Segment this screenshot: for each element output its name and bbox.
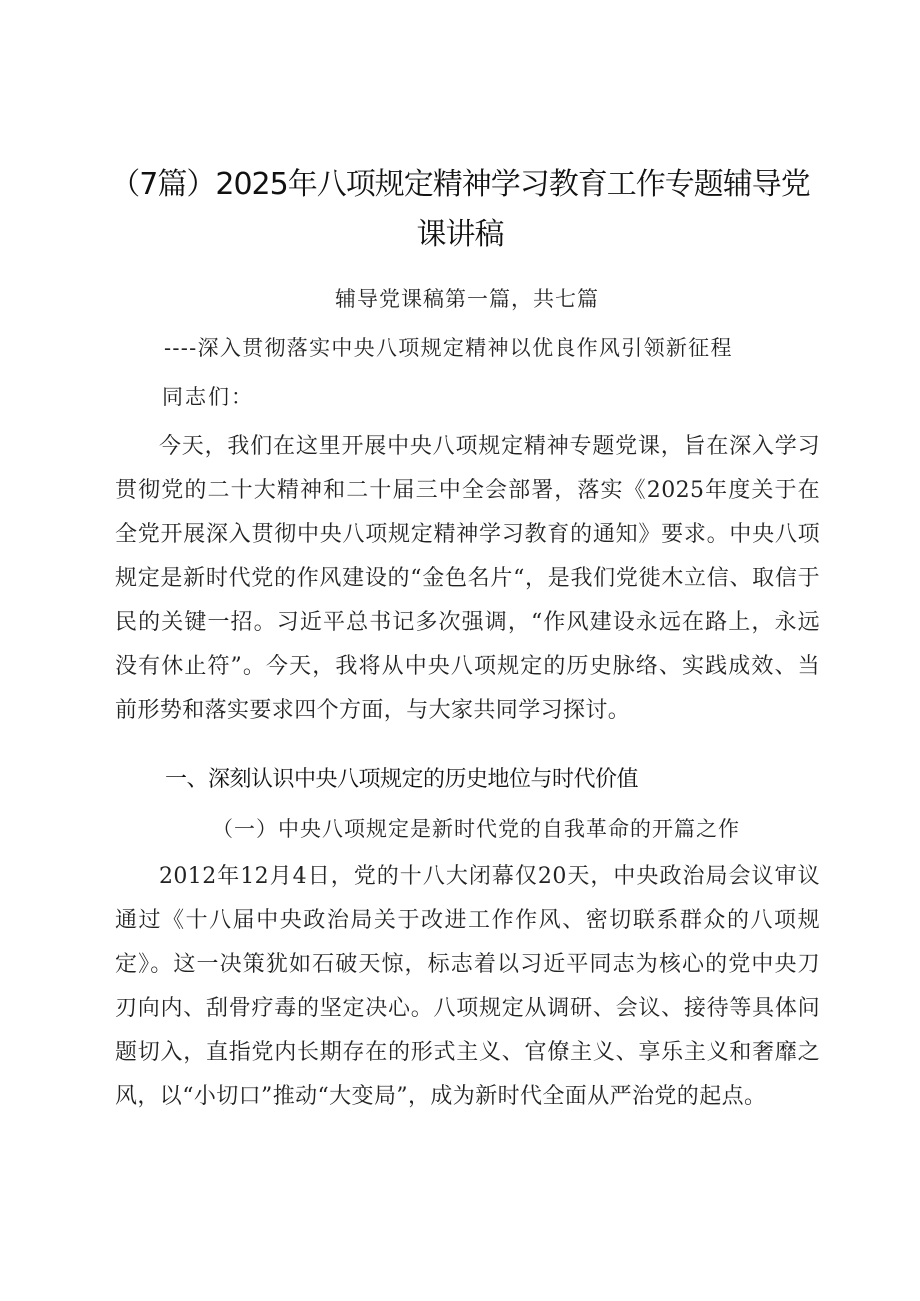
greeting: 同志们：	[162, 385, 254, 409]
document-subhead: ----深入贯彻落实中央八项规定精神以优良作风引领新征程	[164, 336, 733, 360]
section-heading: 一、深刻认识中央八项规定的历史地位与时代价值	[165, 767, 639, 792]
document-title-line1: （7篇）2025年八项规定精神学习教育工作专题辅导党	[110, 167, 810, 202]
document-subtitle: 辅导党课稿第一篇，共七篇	[335, 287, 599, 311]
paragraph-intro: 今天，我们在这里开展中央八项规定精神专题党课，旨在深入学习贯彻党的二十大精神和二十届三中全会部署，落实《2025年度关于在全党开展深入贯彻中央八项规定精神学习教育的通知》要求。中央八项规定是新时代党的作风建设的“金色名片“，是我们党徙木立信、取信于民的关键一招。习近平总书记多次强调，“作风建设永远在路上，永远没有休止符”。今天，我将从中央八项规定的历史脉络、实践成效、当前形势和落实要求四个方面，与大家共同学习探讨。	[115, 434, 820, 723]
subsection-heading: （一）中央八项规定是新时代党的自我革命的开篇之作	[212, 817, 740, 841]
paragraph-history: 2012年12月4日，党的十八大闭幕仅20天，中央政治局会议审议通过《十八届中央政治局关于改进工作作风、密切联系群众的八项规定》。这一决策犹如石破天惊，标志着以习近平同志为核心的党中央刀刃向内、刮骨疗毒的坚定决心。八项规定从调研、会议、接待等具体问题切入，直指党内长期存在的形式主义、官僚主义、享乐主义和奢靡之风，以“小切口”推动“大变局”，成为新时代全面从严治党的起点。	[115, 864, 820, 1109]
document-title-line2: 课讲稿	[416, 217, 504, 252]
